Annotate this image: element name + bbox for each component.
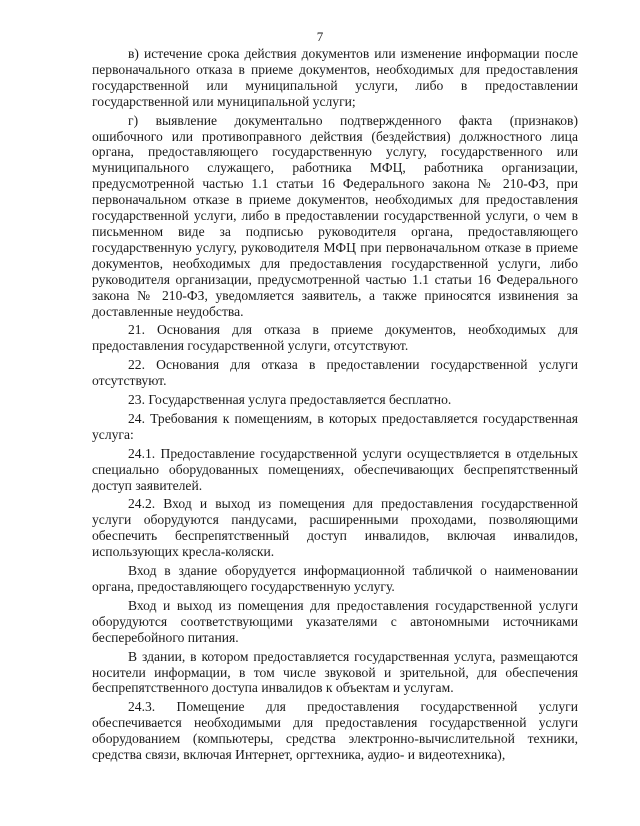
paragraph-24-3: 24.3. Помещение для предоставления государственной услуги обеспечивается необходимыми для предоставления государственной услуги оборудованием (компьютеры, средства электронно-вычислительной техники, средства связи, включая Интернет, оргтехника, аудио- и видеотехника), (92, 699, 578, 763)
paragraph-23: 23. Государственная услуга предоставляется бесплатно. (128, 392, 452, 408)
paragraph-24-2: 24.2. Вход и выход из помещения для предоставления государственной услуги оборудуются пандусами, расширенными проходами, позволяющими обеспечить беспрепятственный доступ инвалидов, включая инвалидов, использующих кресла-коляски. (92, 496, 578, 560)
paragraph-g-error-detected: г) выявление документально подтвержденного факта (признаков) ошибочного или противоправного действия (бездействия) должностного лица органа, предоставляющего государственную услугу, государственного или муниципального служащего, работника МФЦ, работника организации, предусмотренной частью 1.1 статьи 16 Федерального закона № 210-ФЗ, при первоначальном отказе в приеме документов, необходимых для предоставления государственной услуги, либо в предоставлении государственной услуги, о чем в письменном виде за подписью руководителя органа, предоставляющего государственную услугу, руководителя МФЦ при первоначальном отказе в приеме документов, необходимых для предоставления государственной услуги, либо руководителя организации, предусмотренной частью 1.1 статьи 16 Федерального закона № 210-ФЗ, уведомляется заявитель, а также приносятся извинения за доставленные неудобства. (92, 112, 578, 319)
paragraph-v-expiry: в) истечение срока действия документов или изменение информации после первоначального отказа в приеме документов, необходимых для предоставления государственной или муниципальной услуги, либо в предоставлении государственной или муниципальной услуги; (92, 46, 578, 109)
paragraph-22: 22. Основания для отказа в предоставлении государственной услуги отсутствуют. (92, 357, 578, 389)
page-number: 7 (316, 29, 324, 44)
paragraph-entrance-signage: Вход и выход из помещения для предоставления государственной услуги оборудуются соответствующими указателями с автономными источниками бесперебойного питания. (92, 597, 578, 645)
paragraph-24-1: 24.1. Предоставление государственной услуги осуществляется в отдельных специально оборудованных помещениях, обеспечивающих беспрепятственный доступ заявителей. (92, 445, 578, 493)
paragraph-21: 21. Основания для отказа в приеме документов, необходимых для предоставления государственной услуги, отсутствуют. (92, 322, 578, 354)
paragraph-entrance-sign: Вход в здание оборудуется информационной табличкой о наименовании органа, предоставляющего государственную услугу. (92, 563, 578, 594)
paragraph-24: 24. Требования к помещениям, в которых предоставляется государственная услуга: (92, 410, 578, 442)
paragraph-info-carriers: В здании, в котором предоставляется государственная услуга, размещаются носители информации, в том числе звуковой и зрительной, для обеспечения беспрепятственного доступа инвалидов к объектам и услугам. (92, 648, 578, 696)
document-body (92, 46, 578, 763)
